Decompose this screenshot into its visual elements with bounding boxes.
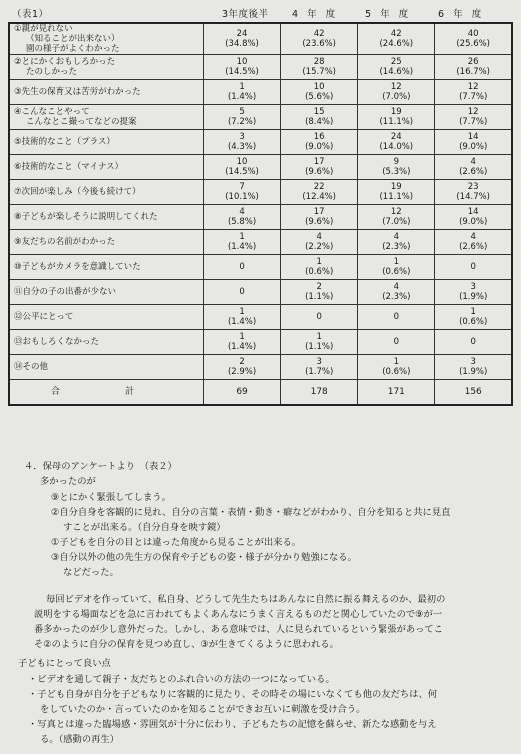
paragraph-line: そ②のように自分の保育を見つめ直し、③が生きてくるように思われる。	[34, 639, 339, 650]
percent-value: (2.6%)	[459, 242, 488, 252]
column-header: 3年度後半	[222, 9, 269, 20]
percent-value: (9.0%)	[459, 217, 488, 227]
total-row	[9, 380, 512, 406]
count-value: 1	[316, 257, 322, 267]
count-value: 1	[239, 232, 245, 242]
percent-value: (9.6%)	[305, 167, 334, 177]
count-value: 14	[467, 132, 479, 142]
percent-value: (2.3%)	[382, 292, 411, 302]
count-value: 0	[470, 337, 476, 347]
row-label-line: ④こんなことやって	[14, 107, 90, 117]
count-cell	[204, 280, 281, 305]
count-value: 15	[313, 107, 325, 117]
paragraph-line: 番多かったのが少し意外だった。しかし、ある意味では、人に見られているという緊張があってこ	[34, 624, 443, 635]
count-value: 26	[467, 57, 479, 67]
count-cell	[204, 23, 281, 55]
table-caption: （表1）	[12, 9, 49, 20]
percent-value: (7.7%)	[459, 92, 488, 102]
count-cell	[435, 255, 512, 280]
count-cell	[204, 55, 281, 80]
count-cell	[435, 230, 512, 255]
column-header: 6 年 度	[438, 9, 485, 20]
row-label-line: 園の様子がよくわかった	[26, 44, 120, 54]
table-row	[9, 330, 512, 355]
total-value: 69	[204, 380, 281, 406]
list-item: ①子どもを自分の目とは違った角度から見ることが出来る。	[51, 537, 302, 548]
table-row	[9, 23, 512, 55]
row-label-line: ②とにかくおもしろかった	[14, 57, 116, 67]
row-label	[9, 205, 204, 230]
percent-value: (1.7%)	[305, 367, 334, 377]
count-cell	[204, 355, 281, 380]
count-cell	[358, 330, 435, 355]
row-label-line: ⑫公平にとって	[14, 312, 74, 322]
percent-value: (1.4%)	[227, 92, 257, 102]
list-item: ・ビデオを通して親子・友だちとのふれ合いの方法の一つになっている。	[28, 674, 335, 685]
count-value: 40	[467, 29, 479, 39]
percent-value: (15.7%)	[302, 67, 336, 77]
count-value: 5	[239, 107, 245, 117]
percent-value: (10.1%)	[225, 192, 259, 202]
count-cell	[358, 155, 435, 180]
row-label-line: （知ることが出来ない）	[26, 34, 120, 44]
list-item: ・子ども自身が自分を子どもなりに客観的に見たり、その時その場にいなくても他の友だちは、何	[28, 689, 438, 700]
total-value: 178	[281, 380, 358, 406]
table-row	[9, 105, 512, 130]
percent-value: (11.1%)	[379, 192, 414, 202]
percent-value: (23.6%)	[302, 39, 336, 49]
row-label-line: ⑬おもしろくなかった	[14, 337, 100, 347]
table-row	[9, 180, 512, 205]
count-cell	[281, 180, 358, 205]
count-value: 3	[239, 132, 245, 142]
count-value: 10	[236, 57, 248, 67]
count-value: 4	[470, 232, 476, 242]
row-label	[9, 155, 204, 180]
count-value: 19	[390, 107, 402, 117]
percent-value: (7.0%)	[382, 217, 411, 227]
count-cell	[281, 330, 358, 355]
section-heading: ４．保母のアンケートより （表２）	[24, 461, 177, 472]
count-cell	[281, 23, 358, 55]
list-item: すことが出来る。（自分自身を映す鏡）	[63, 522, 226, 533]
count-value: 25	[390, 57, 402, 67]
count-cell	[358, 180, 435, 205]
percent-value: (0.6%)	[459, 317, 488, 327]
row-label-line: ①親が見れない	[14, 24, 73, 34]
percent-value: (7.2%)	[227, 117, 257, 127]
count-cell	[281, 305, 358, 330]
count-cell	[435, 330, 512, 355]
percent-value: (1.9%)	[459, 367, 488, 377]
percent-value: (9.6%)	[305, 217, 334, 227]
table-row	[9, 230, 512, 255]
percent-value: (12.4%)	[302, 192, 336, 202]
count-cell	[204, 205, 281, 230]
count-value: 2	[316, 282, 322, 292]
count-value: 0	[393, 337, 400, 347]
count-value: 24	[236, 29, 248, 39]
row-label	[9, 80, 204, 105]
count-value: 0	[239, 287, 245, 297]
count-cell	[435, 130, 512, 155]
row-label	[9, 355, 204, 380]
percent-value: (7.0%)	[382, 92, 411, 102]
percent-value: (14.7%)	[456, 192, 490, 202]
count-value: 4	[393, 232, 400, 242]
row-label-line: ⑦次回が楽しみ（今後も続けて）	[14, 187, 141, 197]
list-item: などだった。	[63, 567, 119, 578]
count-cell	[358, 255, 435, 280]
list-item: ・写真とは違った臨場感・雰囲気が十分に伝わり、子どもたちの記憶を蘇らせ、新たな感動を与え	[28, 719, 437, 730]
count-cell	[435, 355, 512, 380]
row-label	[9, 280, 204, 305]
row-label	[9, 230, 204, 255]
percent-value: (4.3%)	[227, 142, 257, 152]
percent-value: (1.4%)	[227, 317, 257, 327]
table-row	[9, 355, 512, 380]
row-label-line: ⑨友だちの名前がわかった	[14, 237, 116, 247]
count-value: 12	[467, 82, 479, 92]
row-label-line: たのしかった	[26, 67, 78, 77]
percent-value: (9.0%)	[459, 142, 488, 152]
list-item: ⑨とにかく緊張してしまう。	[51, 492, 171, 503]
row-label	[9, 105, 204, 130]
count-cell	[435, 23, 512, 55]
paragraph-line: 説明をする場面などを急に言われてもよくあんなにうまく言えるものだと関心していたので⑨が一	[34, 609, 443, 620]
row-label	[9, 305, 204, 330]
count-value: 24	[390, 132, 402, 142]
count-cell	[281, 105, 358, 130]
percent-value: (2.2%)	[305, 242, 334, 252]
total-value: 171	[358, 380, 435, 406]
count-cell	[281, 155, 358, 180]
count-cell	[281, 255, 358, 280]
count-value: 4	[239, 207, 245, 217]
table-row	[9, 280, 512, 305]
row-label-line: ⑪自分の子の出番が少ない	[14, 287, 117, 297]
percent-value: (1.4%)	[227, 242, 257, 252]
count-cell	[204, 305, 281, 330]
count-value: 1	[470, 307, 476, 317]
percent-value: (1.4%)	[227, 342, 257, 352]
row-label-line: ⑤技術的なこと（プラス）	[14, 137, 115, 147]
count-cell	[435, 80, 512, 105]
count-value: 17	[313, 207, 325, 217]
count-cell	[204, 180, 281, 205]
count-cell	[435, 205, 512, 230]
commentary-paragraph	[34, 592, 445, 652]
list-item: ③自分以外の他の先生方の保育や子どもの姿・様子が分かり勉強になる。	[51, 552, 357, 563]
count-cell	[358, 280, 435, 305]
percent-value: (24.6%)	[379, 39, 414, 49]
count-cell	[435, 55, 512, 80]
count-value: 14	[467, 207, 479, 217]
percent-value: (7.7%)	[459, 117, 488, 127]
percent-value: (5.6%)	[305, 92, 334, 102]
row-label-line: ⑩子どもがカメラを意識していた	[14, 262, 141, 272]
count-value: 4	[316, 232, 322, 242]
row-label-line: こんなとこ撮ってなどの提案	[26, 117, 137, 127]
count-value: 12	[467, 107, 479, 117]
count-cell	[435, 180, 512, 205]
count-cell	[358, 80, 435, 105]
list-item: る。（感動の再生）	[40, 734, 120, 745]
count-cell	[358, 130, 435, 155]
count-value: 1	[239, 82, 245, 92]
table-row	[9, 55, 512, 80]
count-value: 1	[239, 307, 245, 317]
count-cell	[281, 80, 358, 105]
count-value: 0	[393, 312, 400, 322]
percent-value: (14.6%)	[379, 67, 414, 77]
count-cell	[204, 230, 281, 255]
row-label	[9, 330, 204, 355]
row-label	[9, 130, 204, 155]
percent-value: (5.3%)	[382, 167, 411, 177]
count-value: 9	[393, 157, 400, 167]
row-label-line: ③先生の保育又は苦労がわかった	[14, 87, 141, 97]
count-value: 3	[470, 282, 476, 292]
percent-value: (14.0%)	[379, 142, 414, 152]
count-value: 16	[313, 132, 325, 142]
table-row	[9, 155, 512, 180]
count-cell	[358, 355, 435, 380]
percent-value: (16.7%)	[456, 67, 490, 77]
count-value: 22	[313, 182, 325, 192]
benefit-points	[28, 672, 437, 747]
count-cell	[435, 305, 512, 330]
percent-value: (1.1%)	[305, 292, 334, 302]
count-cell	[204, 105, 281, 130]
count-value: 19	[390, 182, 402, 192]
table-row	[9, 305, 512, 330]
count-cell	[435, 280, 512, 305]
count-value: 0	[470, 262, 476, 272]
count-cell	[204, 155, 281, 180]
count-cell	[204, 80, 281, 105]
count-cell	[281, 230, 358, 255]
count-cell	[204, 255, 281, 280]
count-value: 10	[313, 82, 325, 92]
percent-value: (2.6%)	[459, 167, 488, 177]
percent-value: (9.0%)	[305, 142, 334, 152]
count-cell	[358, 230, 435, 255]
count-value: 12	[390, 82, 402, 92]
percent-value: (2.9%)	[227, 367, 257, 377]
table-row	[9, 80, 512, 105]
percent-value: (0.6%)	[382, 267, 411, 277]
count-value: 4	[393, 282, 400, 292]
percent-value: (0.6%)	[382, 367, 411, 377]
count-cell	[281, 280, 358, 305]
total-label: 合 計	[9, 380, 204, 406]
row-label	[9, 180, 204, 205]
count-value: 12	[390, 207, 402, 217]
percent-value: (2.3%)	[382, 242, 411, 252]
count-value: 42	[313, 29, 325, 39]
row-label	[9, 55, 204, 80]
count-cell	[281, 205, 358, 230]
count-cell	[281, 55, 358, 80]
row-label-line: ⑧子どもが楽しそうに説明してくれた	[14, 212, 158, 222]
percent-value: (1.1%)	[305, 342, 334, 352]
count-value: 17	[313, 157, 325, 167]
table-row	[9, 205, 512, 230]
row-label-line: ⑥技術的なこと（マイナス）	[14, 162, 124, 172]
percent-value: (14.5%)	[225, 67, 259, 77]
sub-heading: 子どもにとって良い点	[18, 658, 111, 669]
count-value: 1	[393, 357, 400, 367]
percent-value: (1.9%)	[459, 292, 488, 302]
count-cell	[358, 305, 435, 330]
count-value: 1	[316, 332, 322, 342]
count-value: 1	[239, 332, 245, 342]
table-row	[9, 255, 512, 280]
count-value: 4	[470, 157, 476, 167]
row-label	[9, 23, 204, 55]
count-cell	[204, 330, 281, 355]
count-cell	[358, 105, 435, 130]
count-value: 23	[467, 182, 479, 192]
count-cell	[358, 23, 435, 55]
count-value: 10	[236, 157, 248, 167]
count-value: 0	[316, 312, 322, 322]
total-value: 156	[435, 380, 512, 406]
count-cell	[204, 130, 281, 155]
percent-value: (8.4%)	[305, 117, 334, 127]
column-header: 5 年 度	[365, 9, 412, 20]
survey-table	[8, 22, 513, 406]
percent-value: (5.8%)	[227, 217, 257, 227]
count-value: 3	[470, 357, 476, 367]
count-cell	[435, 105, 512, 130]
count-cell	[435, 155, 512, 180]
count-value: 2	[239, 357, 245, 367]
count-value: 1	[393, 257, 400, 267]
count-value: 28	[313, 57, 325, 67]
count-cell	[358, 205, 435, 230]
count-cell	[281, 130, 358, 155]
intro-text: 多かったのが	[40, 476, 96, 487]
list-item: をしていたのか・言っていたのかを知ることができお互いに刺激を受け合う。	[40, 704, 366, 715]
percent-value: (14.5%)	[225, 167, 259, 177]
count-cell	[358, 55, 435, 80]
percent-value: (34.8%)	[225, 39, 259, 49]
count-value: 0	[239, 262, 245, 272]
percent-value: (11.1%)	[379, 117, 414, 127]
count-value: 7	[239, 182, 245, 192]
count-value: 42	[390, 29, 402, 39]
count-value: 3	[316, 357, 322, 367]
count-cell	[281, 355, 358, 380]
row-label	[9, 255, 204, 280]
column-header: 4 年 度	[292, 9, 339, 20]
percent-value: (25.6%)	[456, 39, 490, 49]
list-item: ②自分自身を客観的に見れ、自分の言葉・表情・動き・癖などがわかり、自分を知ると共に見直	[51, 507, 451, 518]
percent-value: (0.6%)	[305, 267, 334, 277]
paragraph-line: 毎回ビデオを作っていて、私自身、どうして先生たちはあんなに自然に振る舞えるのか、最初の	[46, 594, 446, 605]
row-label-line: ⑭その他	[14, 362, 49, 372]
table-row	[9, 130, 512, 155]
teacher-survey-list	[51, 490, 450, 580]
